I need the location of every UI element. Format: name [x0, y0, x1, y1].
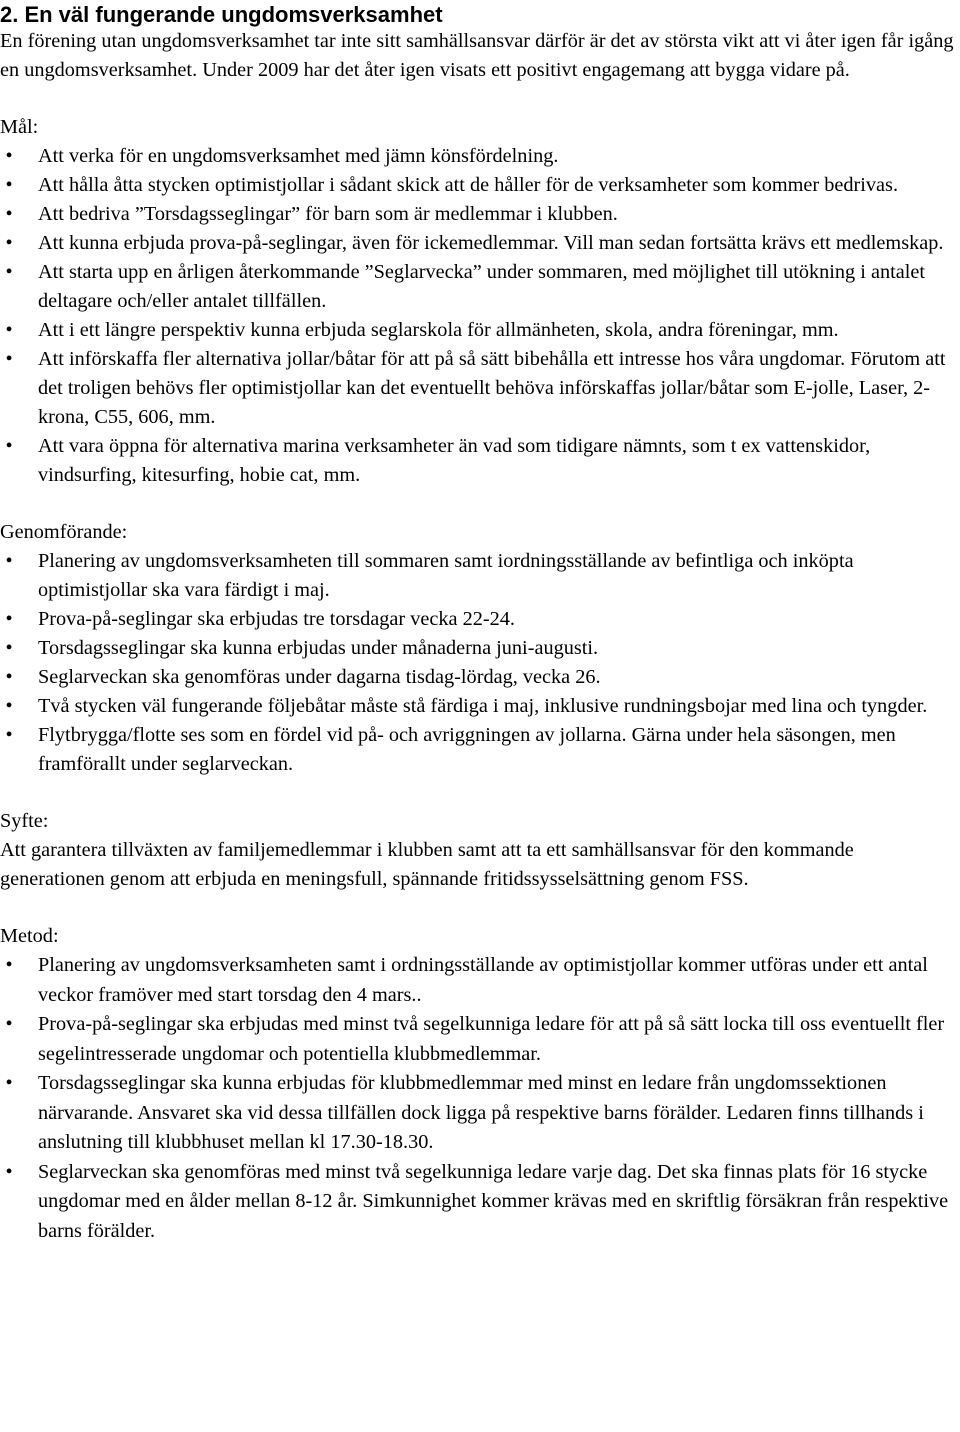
list-item-text: Att verka för en ungdomsverksamhet med jämn könsfördelning. — [38, 145, 559, 167]
list-item-text: Att i ett längre perspektiv kunna erbjuda seglarskola för allmänheten, skola, andra föreningar, mm. — [38, 319, 839, 341]
bullet-icon: • — [5, 145, 13, 167]
bullet-icon: • — [5, 174, 13, 196]
list-item — [0, 345, 958, 432]
list-item — [0, 721, 958, 779]
intro-paragraph: En förening utan ungdomsverksamhet tar inte sitt samhällsansvar därför är det av största vikt att vi åter igen får igång en ungdomsverksamhet. Under 2009 har det åter igen visats ett positivt engagemang att bygga vidare på. — [0, 30, 954, 81]
list-item — [0, 1158, 958, 1247]
list-item-text: Att starta upp en årligen återkommande ”Seglarvecka” under sommaren, med möjlighet till utökning i antalet deltagare och/eller antalet tillfällen. — [38, 261, 926, 312]
list-item-text: Torsdagsseglingar ska kunna erbjudas för klubbmedlemmar med minst en ledare från ungdomssektionen närvarande. Ansvaret ska vid dessa tillfällen dock ligga på respektive barns förälder. Ledaren finns tillhands i anslutning till klubbhuset mellan kl 17.30-18.30. — [38, 1072, 924, 1153]
list-item — [0, 1010, 958, 1069]
bullet-icon: • — [5, 954, 13, 976]
list-item-text: Flytbrygga/flotte ses som en fördel vid på- och avriggningen av jollarna. Gärna under hela säsongen, men framförallt under seglarveckan. — [38, 724, 896, 775]
list-item — [0, 432, 958, 490]
genomforande-section — [0, 518, 958, 779]
list-item — [0, 142, 958, 171]
metod-section — [0, 922, 958, 1246]
list-item — [0, 258, 958, 316]
list-item-text: Att hålla åtta stycken optimistjollar i sådant skick att de håller för de verksamheter som kommer bedrivas. — [38, 174, 899, 196]
bullet-icon: • — [5, 695, 13, 717]
list-item — [0, 692, 958, 721]
syfte-paragraph: Att garantera tillväxten av familjemedlemmar i klubben samt att ta ett samhällsansvar för den kommande generationen genom att erbjuda en meningsfull, spännande fritidssysselsättning genom FSS. — [0, 839, 854, 890]
bullet-icon: • — [5, 608, 13, 630]
list-item-text: Prova-på-seglingar ska erbjudas med minst två segelkunniga ledare för att på så sätt locka till oss eventuellt fler segelintresserade ungdomar och potentiella klubbmedlemmar. — [38, 1013, 945, 1065]
list-item-text: Att bedriva ”Torsdagsseglingar” för barn som är medlemmar i klubben. — [38, 203, 618, 225]
list-item-text: Torsdagsseglingar ska kunna erbjudas under månaderna juni-augusti. — [38, 637, 599, 659]
bullet-icon: • — [5, 550, 13, 572]
list-item — [0, 547, 958, 605]
metod-list — [0, 951, 958, 1246]
metod-label: Metod: — [0, 925, 59, 947]
list-item — [0, 200, 958, 229]
bullet-icon: • — [5, 637, 13, 659]
bullet-icon: • — [5, 666, 13, 688]
syfte-label: Syfte: — [0, 810, 49, 832]
genomforande-list — [0, 547, 958, 779]
list-item — [0, 229, 958, 258]
list-item-text: Att införskaffa fler alternativa jollar/båtar för att på så sätt bibehålla ett intresse hos våra ungdomar. Förutom att det troligen behövs fler optimistjollar kan det eventuellt behöva införskaffas jollar/båtar som E-jolle, Laser, 2-krona, C55, 606, mm. — [38, 348, 946, 428]
mal-label: Mål: — [0, 116, 39, 138]
list-item-text: Planering av ungdomsverksamheten samt i ordningsställande av optimistjollar kommer utföras under ett antal veckor framöver med start torsdag den 4 mars.. — [38, 954, 928, 1006]
bullet-icon: • — [5, 319, 13, 341]
list-item-text: Två stycken väl fungerande följebåtar måste stå färdiga i maj, inklusive rundningsbojar med lina och tyngder. — [38, 695, 928, 717]
list-item-text: Seglarveckan ska genomföras under dagarna tisdag-lördag, vecka 26. — [38, 666, 601, 688]
bullet-icon: • — [5, 203, 13, 225]
list-item — [0, 316, 958, 345]
list-item — [0, 171, 958, 200]
list-item-text: Planering av ungdomsverksamheten till sommaren samt iordningsställande av befintliga och inköpta optimistjollar ska vara färdigt i maj. — [38, 550, 854, 601]
genomforande-label: Genomförande: — [0, 521, 128, 543]
mal-list — [0, 142, 958, 490]
mal-section — [0, 113, 958, 490]
section-heading: 2. En väl fungerande ungdomsverksamhet — [0, 2, 443, 27]
bullet-icon: • — [5, 348, 13, 370]
bullet-icon: • — [5, 435, 13, 457]
bullet-icon: • — [5, 232, 13, 254]
list-item — [0, 634, 958, 663]
list-item — [0, 663, 958, 692]
bullet-icon: • — [5, 1072, 13, 1094]
list-item-text: Att vara öppna för alternativa marina verksamheter än vad som tidigare nämnts, som t ex vattenskidor, vindsurfing, kitesurfing, hobie cat, mm. — [38, 435, 871, 486]
bullet-icon: • — [5, 724, 13, 746]
list-item — [0, 951, 958, 1010]
syfte-section — [0, 807, 958, 894]
list-item-text: Att kunna erbjuda prova-på-seglingar, även för ickemedlemmar. Vill man sedan fortsätta krävs ett medlemskap. — [38, 232, 944, 254]
list-item — [0, 1069, 958, 1158]
list-item-text: Prova-på-seglingar ska erbjudas tre torsdagar vecka 22-24. — [38, 608, 515, 630]
bullet-icon: • — [5, 261, 13, 283]
list-item-text: Seglarveckan ska genomföras med minst två segelkunniga ledare varje dag. Det ska finnas plats för 16 stycke ungdomar med en ålder mellan 8-12 år. Simkunnighet kommer krävas med en skriftlig försäkran från respektive barns förälder. — [38, 1160, 949, 1242]
bullet-icon: • — [5, 1160, 13, 1183]
bullet-icon: • — [5, 1013, 13, 1035]
list-item — [0, 605, 958, 634]
